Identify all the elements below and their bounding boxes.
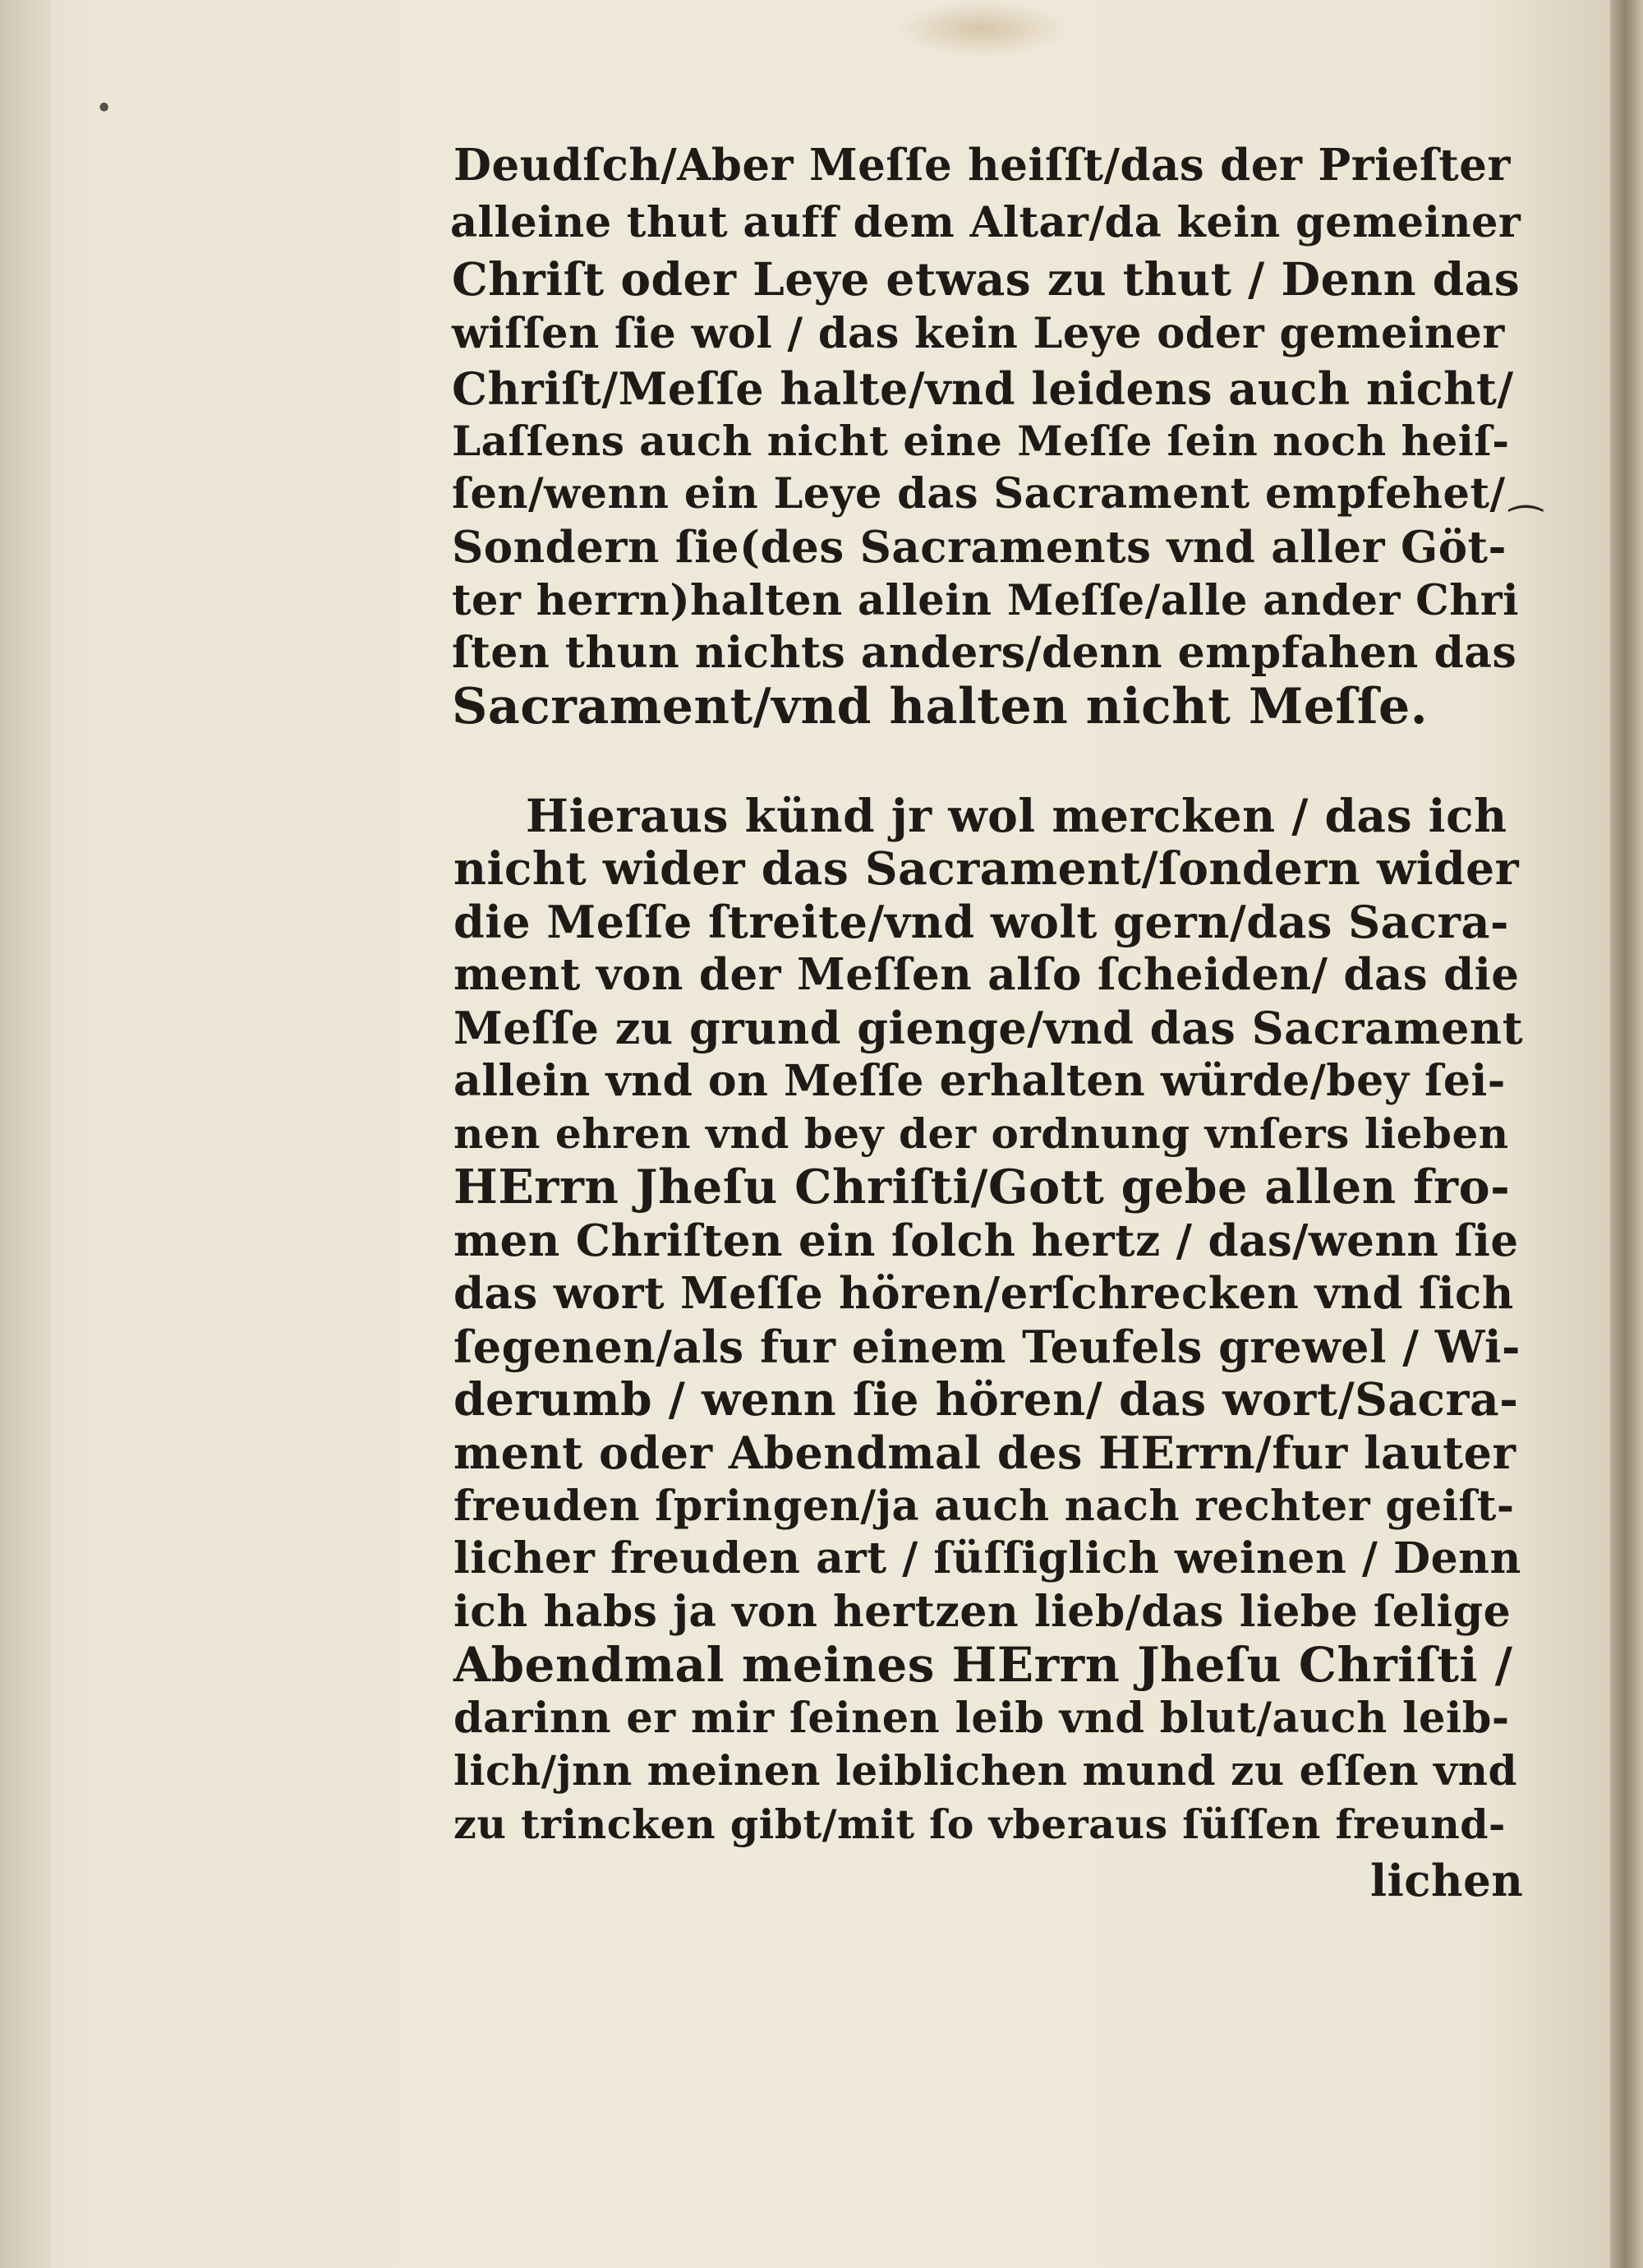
text-line: Laſſens auch nicht eine Meſſe ſein noch heiſ- xyxy=(452,417,1510,465)
text-line: Deudſch/Aber Meſſe heiſſt/das der Prieſter xyxy=(453,140,1511,191)
text-line: freuden ſpringen/ja auch nach rechter geiſt- xyxy=(453,1482,1515,1531)
text-line: Chriſt oder Leye etwas zu thut / Denn das xyxy=(452,252,1521,306)
text-line: lich/jnn meinen leiblichen mund zu eſſen vnd xyxy=(453,1746,1517,1795)
text-line: ter herrn)halten allein Meſſe/alle ander Chri xyxy=(452,576,1520,625)
text-line: Meſſe zu grund gienge/vnd das Sacrament xyxy=(453,1002,1524,1054)
text-line: Sondern ſie(des Sacraments vnd aller Göt- xyxy=(452,522,1507,573)
catchword: lichen xyxy=(1370,1855,1524,1906)
margin-mark: ⁀ xyxy=(1510,505,1542,551)
text-line: nicht wider das Sacrament/ſondern wider xyxy=(453,841,1520,895)
text-line: zu trincken gibt/mit ſo vberaus ſüſſen freund- xyxy=(453,1800,1506,1848)
book-gutter xyxy=(1610,0,1643,2268)
paper-stain xyxy=(895,0,1068,58)
text-line: ich habs ja von hertzen lieb/das liebe ſelige xyxy=(453,1587,1512,1637)
text-line: nen ehren vnd bey der ordnung vnſers lieben xyxy=(453,1109,1509,1158)
text-line: darinn er mir ſeinen leib vnd blut/auch leib- xyxy=(453,1694,1510,1743)
text-line: wiſſen ſie wol / das kein Leye oder gemeiner xyxy=(452,309,1505,358)
text-line: alleine thut auff dem Altar/da kein gemeiner xyxy=(450,198,1521,247)
text-line: men Chriſten ein ſolch hertz / das/wenn ſie xyxy=(453,1215,1519,1266)
text-line: ſen/wenn ein Leye das Sacrament empfehet/ xyxy=(452,469,1506,519)
text-line: Sacrament/vnd halten nicht Meſſe. xyxy=(452,678,1429,735)
text-line: licher freuden art / ſüſſiglich weinen / Denn xyxy=(453,1533,1521,1583)
text-line: ment von der Meſſen alſo ſcheiden/ das die xyxy=(453,949,1520,1000)
text-line: ment oder Abendmal des HErrn/fur lauter xyxy=(453,1427,1516,1479)
text-line: derumb / wenn ſie hören/ das wort/Sacra- xyxy=(453,1372,1519,1426)
text-line: die Meſſe ſtreite/vnd wolt gern/das Sacra- xyxy=(453,896,1509,948)
page-left-edge xyxy=(0,0,51,2268)
text-line: Chriſt/Meſſe halte/vnd leidens auch nicht/ xyxy=(452,362,1514,415)
text-line: ſegenen/als fur einem Teufels grewel / Wi- xyxy=(453,1321,1521,1373)
text-line: HErrn Jheſu Chriſti/Gott gebe allen fro- xyxy=(453,1159,1511,1215)
text-line: Hieraus künd jr wol mercken / das ich xyxy=(526,789,1507,842)
ink-speck: • xyxy=(95,92,113,126)
text-line: allein vnd on Meſſe erhalten würde/bey ſei- xyxy=(453,1056,1506,1106)
text-line: Abendmal meines HErrn Jheſu Chriſti / xyxy=(453,1637,1513,1693)
text-line: das wort Meſſe hören/erſchrecken vnd ſich xyxy=(453,1268,1514,1319)
text-line: ſten thun nichts anders/denn empfahen das xyxy=(452,628,1517,678)
